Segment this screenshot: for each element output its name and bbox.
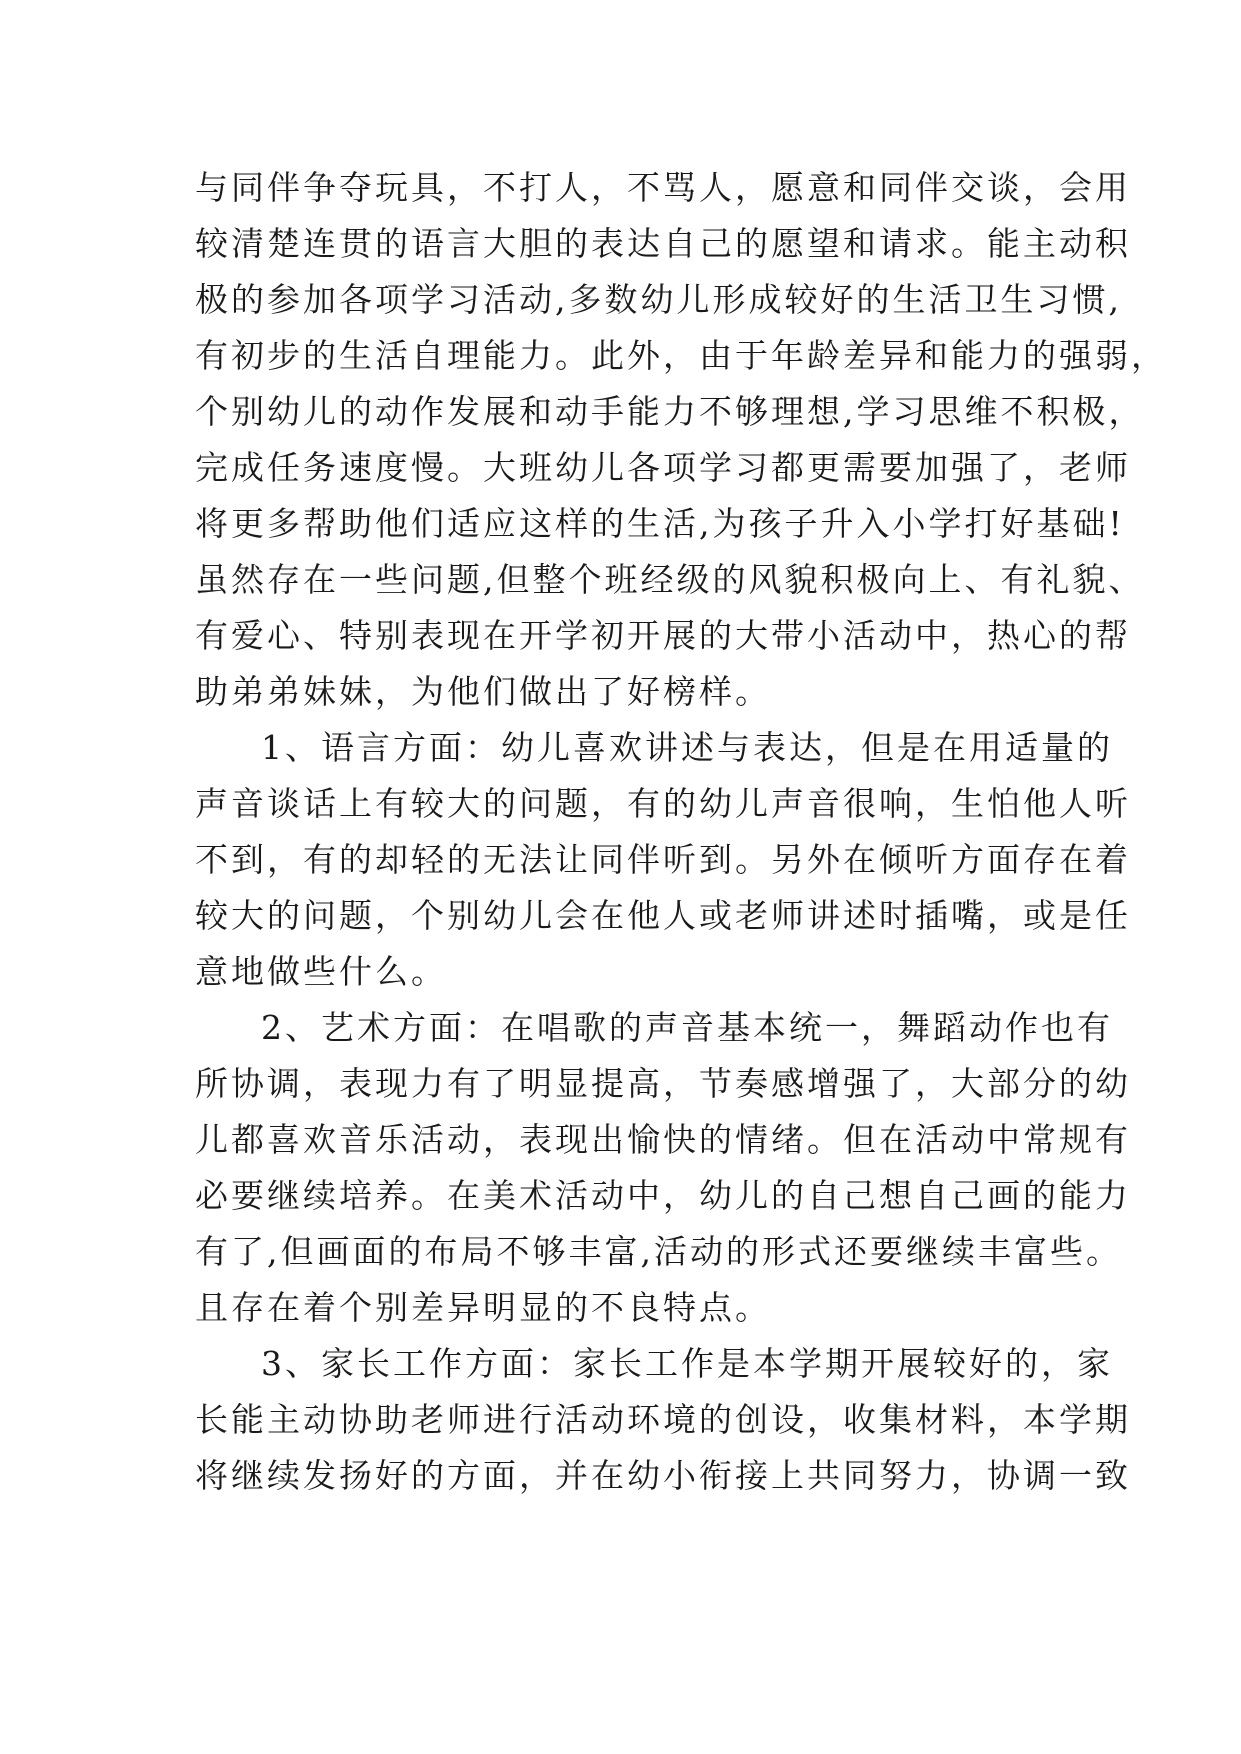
- document-body: [195, 160, 1167, 1504]
- text-line: 有了,但画面的布局不够丰富,活动的形式还要继续丰富些。: [195, 1232, 1122, 1271]
- text-line: 将继续发扬好的方面，并在幼小衔接上共同努力，协调一致: [195, 1456, 1131, 1495]
- text-line: 虽然存在一些问题,但整个班经级的风貌积极向上、有礼貌、: [195, 560, 1145, 599]
- text-line: 2、艺术方面：在唱歌的声音基本统一，舞蹈动作也有: [261, 1008, 1113, 1047]
- text-line: 声音谈话上有较大的问题，有的幼儿声音很响，生怕他人听: [195, 784, 1131, 823]
- text-line: 意地做些什么。: [195, 952, 447, 991]
- text-line: 较大的问题，个别幼儿会在他人或老师讲述时插嘴，或是任: [195, 896, 1131, 935]
- text-line: 1、语言方面：幼儿喜欢讲述与表达，但是在用适量的: [261, 728, 1113, 767]
- text-line: 3、家长工作方面：家长工作是本学期开展较好的，家: [261, 1344, 1113, 1383]
- text-line: 将更多帮助他们适应这样的生活,为孩子升入小学打好基础!: [195, 504, 1125, 543]
- text-line: 与同伴争夺玩具，不打人，不骂人，愿意和同伴交谈，会用: [195, 168, 1131, 207]
- text-line: 个别幼儿的动作发展和动手能力不够理想,学习思维不积极，: [195, 392, 1145, 431]
- text-line: 必要继续培养。在美术活动中，幼儿的自己想自己画的能力: [195, 1176, 1131, 1215]
- text-line: 且存在着个别差异明显的不良特点。: [195, 1288, 771, 1327]
- text-line: 所协调，表现力有了明显提高，节奏感增强了，大部分的幼: [195, 1064, 1131, 1103]
- text-line: 不到，有的却轻的无法让同伴听到。另外在倾听方面存在着: [195, 840, 1131, 879]
- text-line: 有初步的生活自理能力。此外，由于年龄差异和能力的强弱，: [195, 336, 1167, 375]
- text-line: 助弟弟妹妹，为他们做出了好榜样。: [195, 672, 771, 711]
- text-line: 较清楚连贯的语言大胆的表达自己的愿望和请求。能主动积: [195, 224, 1131, 263]
- text-line: 儿都喜欢音乐活动，表现出愉快的情绪。但在活动中常规有: [195, 1120, 1131, 1159]
- text-line: 长能主动协助老师进行活动环境的创设，收集材料，本学期: [195, 1400, 1131, 1439]
- text-line: 完成任务速度慢。大班幼儿各项学习都更需要加强了，老师: [195, 448, 1131, 487]
- text-line: 极的参加各项学习活动,多数幼儿形成较好的生活卫生习惯,: [195, 280, 1122, 319]
- text-line: 有爱心、特别表现在开学初开展的大带小活动中，热心的帮: [195, 616, 1131, 655]
